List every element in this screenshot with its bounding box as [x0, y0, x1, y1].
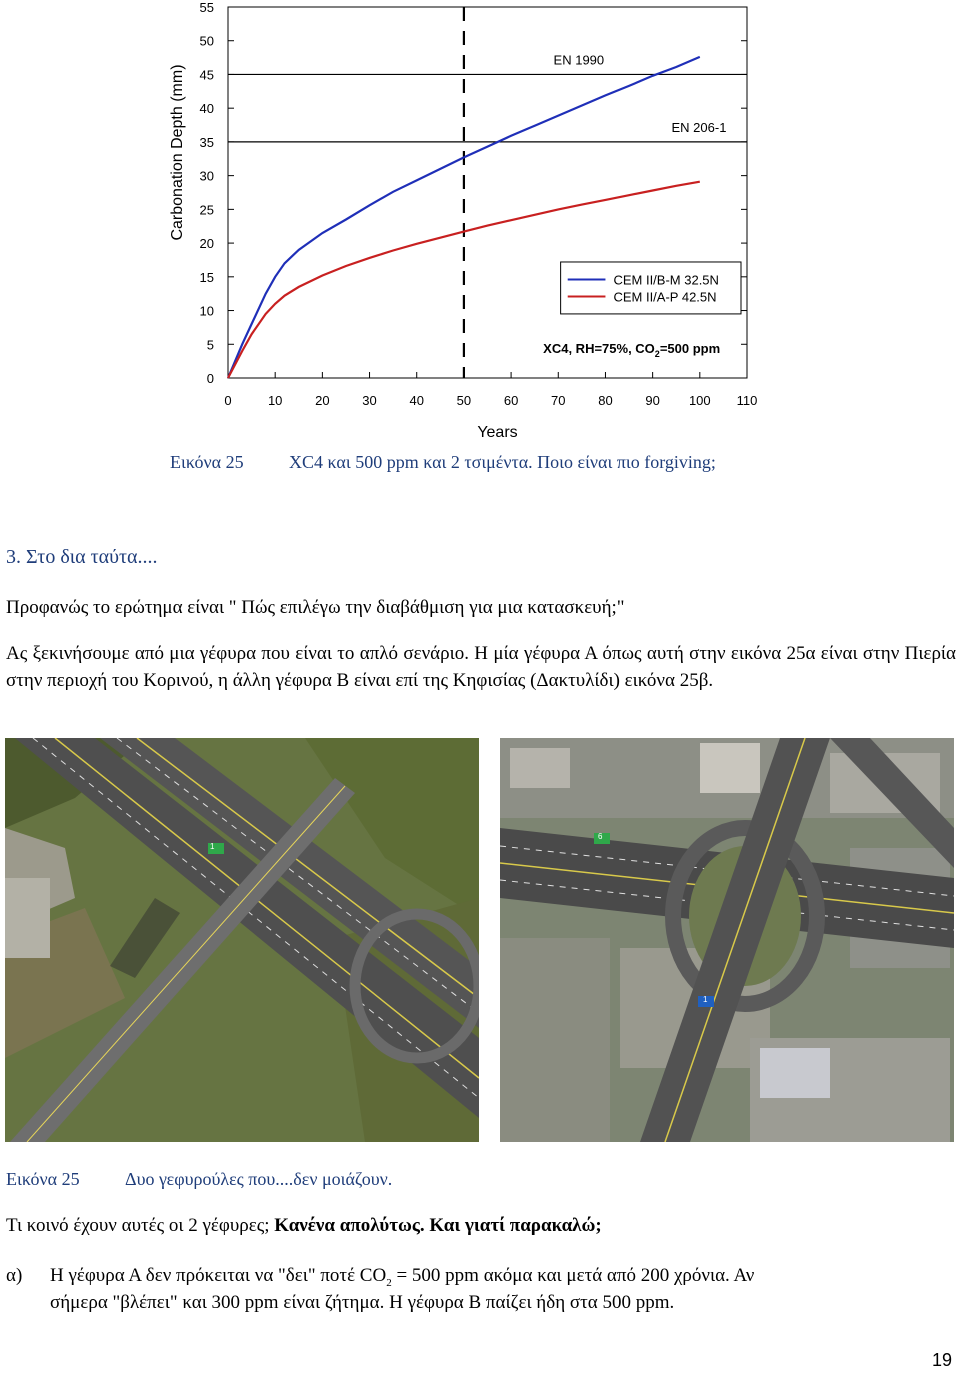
page-number: 19 [931, 1350, 952, 1370]
y-tick-label: 40 [199, 101, 214, 117]
reference-label: EN 1990 [553, 52, 605, 68]
text-run: = 500 ppm ακόμα και μετά από 200 χρόνια. Αν [391, 1265, 755, 1286]
map-marker-label: 6 [598, 832, 603, 841]
reference-label: EN 206-1 [671, 119, 727, 135]
x-tick-label: 20 [315, 393, 330, 408]
x-tick-label: 50 [456, 393, 472, 408]
x-tick-label: 0 [224, 393, 232, 408]
subscript: 2 [386, 1276, 392, 1289]
y-tick-label: 45 [199, 67, 214, 83]
figure-caption-label: Εικόνα 25 [170, 452, 244, 472]
x-tick-label: 90 [645, 393, 660, 408]
legend-label: CEM II/A-P 42.5N [613, 289, 717, 305]
legend-label: CEM II/B-M 32.5N [613, 272, 719, 288]
paragraph-bridges: Ας ξεκινήσουμε από μια γέφυρα που είναι το απλό σενάριο. Η μία γέφυρα Α όπως αυτή στην εικόνα 25α είναι στην Πιερία στην περιοχή του Κορινού, η άλλη γέφυρα Β είναι επί της Κηφισίας (Δακτυλίδι) εικόνα 25β. [6, 643, 956, 691]
x-tick-label: 70 [551, 393, 566, 408]
legend-box [561, 262, 741, 314]
y-tick-label: 0 [206, 371, 214, 386]
x-tick-label: 30 [362, 393, 377, 408]
chart-svg [150, 0, 950, 450]
x-tick-label: 80 [598, 393, 613, 408]
y-tick-label: 20 [199, 236, 214, 252]
text-run: Η γέφυρα Α δεν πρόκειται να "δει" ποτέ CO [50, 1265, 387, 1286]
x-tick-label: 10 [267, 393, 283, 408]
y-tick-label: 15 [199, 269, 214, 285]
map-marker-label: 1 [210, 842, 215, 851]
x-tick-label: 110 [736, 393, 758, 408]
bridge-b-aerial-photo [500, 738, 954, 1142]
condition-annotation: XC4, RH=75%, $CO_2=500$ ppm [543, 341, 721, 360]
section-heading: 3. Στο δια ταύτα.... [6, 546, 158, 568]
x-axis-label: Years [477, 424, 518, 441]
x-tick-label: 100 [688, 393, 711, 408]
paragraph-common-bold: Κανένα απολύτως. Και γιατί παρακαλώ; [274, 1215, 602, 1236]
y-axis-label: Carbonation Depth (mm) [169, 64, 186, 241]
y-tick-label: 5 [206, 337, 214, 353]
paragraph-question: Προφανώς το ερώτημα είναι " Πώς επιλέγω την διαβάθμιση για μια κατασκευή;" [6, 597, 625, 618]
figure-caption-label-2: Εικόνα 25 [6, 1169, 80, 1189]
paragraph-bridge-a-line2: σήμερα "βλέπει" και 300 ppm είναι ζήτημα. Η γέφυρα Β παίζει ήδη στα 500 ppm. [50, 1292, 675, 1313]
plot-frame [228, 7, 747, 378]
figure-caption-text-2: Δυο γεφυρούλες που....δεν μοιάζουν. [125, 1169, 393, 1189]
list-marker-a: α) [6, 1265, 23, 1286]
x-tick-label: 40 [409, 393, 424, 408]
bridge-a-aerial-photo [5, 738, 479, 1142]
figure-caption-text: XC4 και 500 ppm και 2 τσιμέντα. Ποιο είναι πιο forgiving; [289, 452, 716, 472]
paragraph-common [6, 1212, 602, 1239]
paragraph-common-plain: Τι κοινό έχουν αυτές οι 2 γέφυρες; [6, 1215, 275, 1236]
map-marker-label: 1 [703, 995, 708, 1004]
y-tick-label: 35 [199, 134, 214, 150]
y-tick-label: 25 [199, 202, 214, 218]
y-tick-label: 55 [199, 0, 214, 15]
y-tick-label: 30 [199, 168, 214, 184]
x-tick-label: 60 [503, 393, 519, 408]
carbonation-chart [150, 0, 950, 450]
y-tick-label: 50 [199, 33, 214, 49]
y-tick-label: 10 [199, 303, 214, 319]
